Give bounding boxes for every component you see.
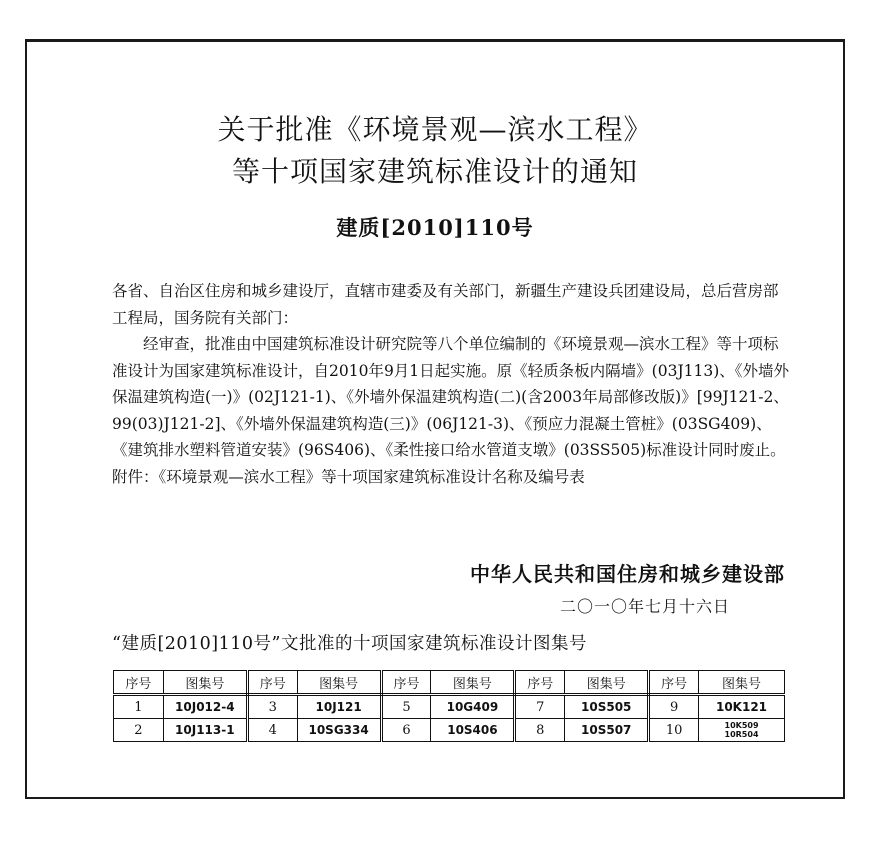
table-row [114, 719, 785, 742]
code-cell: 10K121 [699, 695, 785, 719]
code-cell: 10J121 [297, 695, 381, 719]
code-cell: 10J012-4 [163, 695, 247, 719]
code-cell: 10SG334 [297, 719, 381, 742]
header-seq: 序号 [247, 671, 297, 695]
table-row [114, 695, 785, 719]
seq-cell: 3 [247, 695, 297, 719]
header-code: 图集号 [297, 671, 381, 695]
attachment-line: 附件：《环境景观—滨水工程》等十项国家建筑标准设计名称及编号表 [112, 467, 585, 486]
notice-title-line2: 等十项国家建筑标准设计的通知 [231, 155, 638, 188]
code-line-2: 10R504 [724, 730, 759, 739]
header-seq: 序号 [114, 671, 164, 695]
seq-cell: 1 [114, 695, 164, 719]
table-caption: “建质[2010]110号”文批准的十项国家建筑标准设计图集号 [112, 634, 587, 654]
notice-title-line1: 关于批准《环境景观—滨水工程》 [217, 113, 653, 146]
seq-cell: 2 [114, 719, 164, 742]
code-line-1: 10K509 [724, 721, 759, 730]
issue-date: 二〇一〇年七月十六日 [560, 597, 731, 616]
standards-table [113, 670, 785, 742]
header-seq: 序号 [649, 671, 699, 695]
code-cell: 10S505 [565, 695, 649, 719]
salutation: 各省、自治区住房和城乡建设厅，直辖市建委及有关部门，新疆生产建设兵团建设局，总后营房部工程局，国务院有关部门： [112, 282, 779, 327]
seq-cell: 6 [381, 719, 431, 742]
seq-cell: 8 [515, 719, 565, 742]
header-code: 图集号 [163, 671, 247, 695]
code-cell: 10S406 [431, 719, 515, 742]
seq-cell: 10 [649, 719, 699, 742]
seq-cell: 4 [247, 719, 297, 742]
table-header-row [114, 671, 785, 695]
header-code: 图集号 [699, 671, 785, 695]
code-cell: 10S507 [565, 719, 649, 742]
seq-cell: 5 [381, 695, 431, 719]
main-paragraph: 经审查，批准由中国建筑标准设计研究院等八个单位编制的《环境景观—滨水工程》等十项标准设计为国家建筑标准设计，自2010年9月1日起实施。原《轻质条板内隔墙》(03J113)、《外墙外保温建筑构造(一)》(02J121-1)、《外墙外保温建筑构造(二)(含2003年局部修改版)》[99J121-2、99(03)J121-2]、《外墙外保温建筑构造(三)》(06J121-3)、《预应力混凝土管桩》(03SG409)、《建筑排水塑料管道安装》(96S406)、《柔性接口给水管道支墩》(03SS505)标准设计同时废止。 [112, 335, 790, 459]
notice-body [112, 278, 792, 490]
code-cell: 10G409 [431, 695, 515, 719]
header-code: 图集号 [565, 671, 649, 695]
seq-cell: 9 [649, 695, 699, 719]
code-cell: 10J113-1 [163, 719, 247, 742]
header-seq: 序号 [515, 671, 565, 695]
document-number: 建质[2010]110号 [336, 215, 534, 240]
header-code: 图集号 [431, 671, 515, 695]
issuer: 中华人民共和国住房和城乡建设部 [470, 562, 785, 586]
code-cell-double [699, 719, 785, 742]
header-seq: 序号 [381, 671, 431, 695]
seq-cell: 7 [515, 695, 565, 719]
